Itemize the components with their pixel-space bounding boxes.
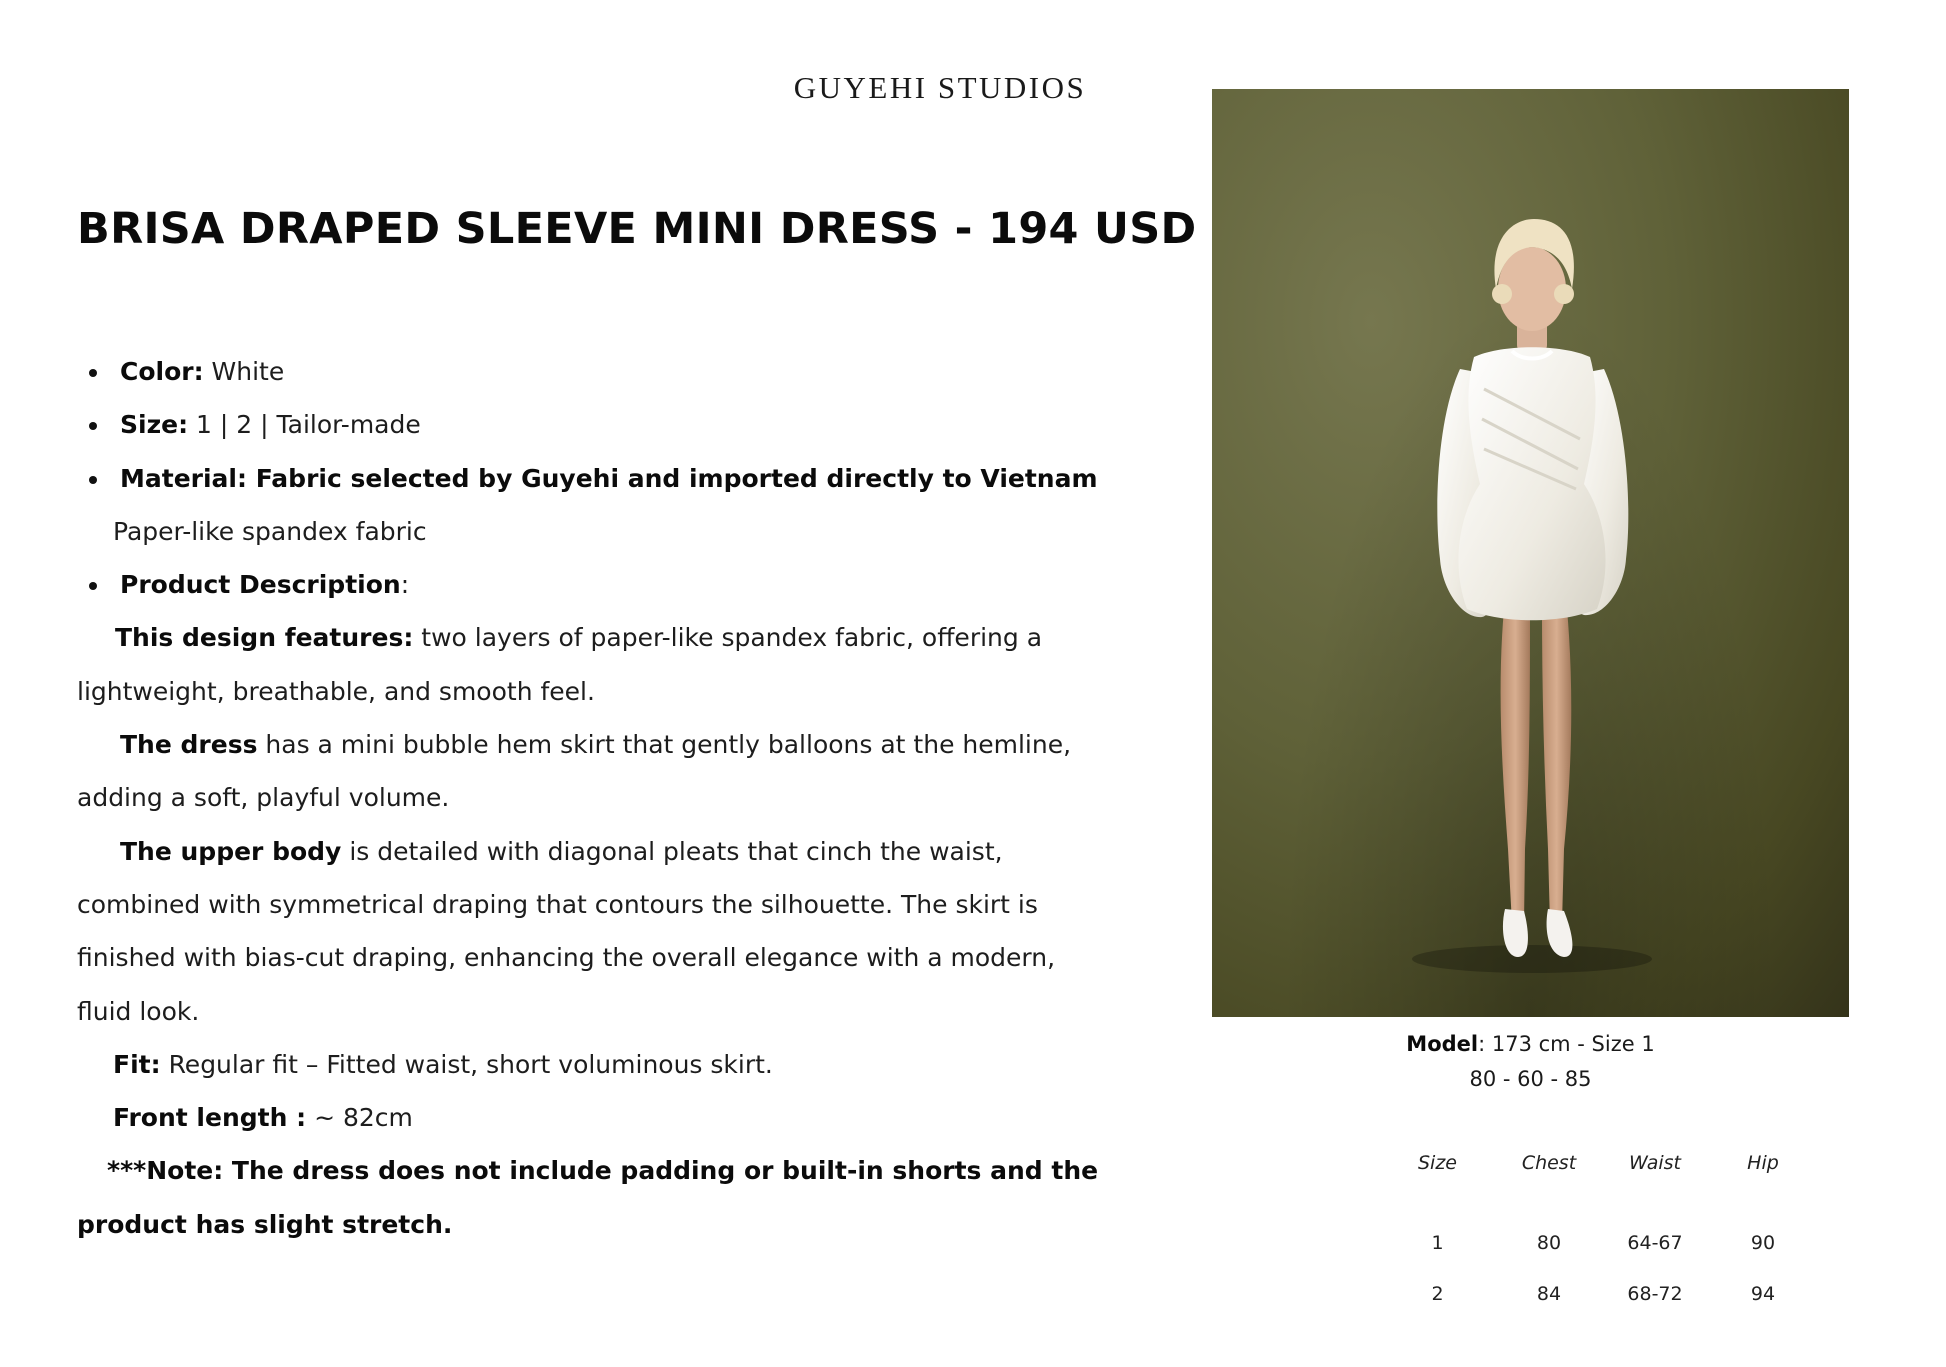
description-colon: : xyxy=(400,570,410,600)
detail-description xyxy=(77,558,1127,611)
detail-material xyxy=(77,452,1127,505)
size-cell: 1 xyxy=(1431,1232,1444,1254)
model-line xyxy=(1212,1027,1849,1062)
chest-cell: 80 xyxy=(1536,1232,1562,1254)
size-chart-row xyxy=(1380,1178,1819,1264)
color-value: White xyxy=(211,357,285,386)
note-line xyxy=(77,1198,1127,1251)
waist-cell: 68-72 xyxy=(1627,1282,1683,1305)
model-label: Model xyxy=(1406,1032,1479,1056)
hair-curl-left xyxy=(1492,284,1512,304)
size-cell: 2 xyxy=(1431,1282,1444,1305)
hip-header: Hip xyxy=(1747,1152,1779,1174)
material-value: Paper-like spandex fabric xyxy=(113,516,427,546)
dress-body xyxy=(1458,347,1605,620)
size-chart xyxy=(1380,1148,1819,1323)
length-value: ~ 82cm xyxy=(314,1103,413,1133)
color-label: Color: xyxy=(120,357,204,386)
product-title: BRISA DRAPED SLEEVE MINI DRESS - 194 USD xyxy=(77,204,1197,254)
dress-label: The dress xyxy=(120,730,258,760)
model-figure-illustration xyxy=(1212,89,1849,1017)
detail-fit xyxy=(77,1038,1127,1091)
description-label: Product Description xyxy=(120,570,401,600)
dress-paragraph-line: adding a soft, playful volume. xyxy=(77,783,450,813)
material-label: Material: Fabric selected by Guyehi and imported directly to Vietnam xyxy=(120,463,1098,493)
note-text: ***Note: The dress does not include padding or built-in shorts and the xyxy=(107,1156,1099,1186)
floor-shadow xyxy=(1412,945,1652,973)
brand-logo: GUYEHI STUDIOS xyxy=(793,70,1087,105)
size-header: Size xyxy=(1417,1152,1457,1174)
upper-paragraph-line: finished with bias-cut draping, enhancing the overall elegance with a modern, xyxy=(77,943,1056,973)
note-line xyxy=(77,1144,1127,1197)
size-label: Size: xyxy=(120,410,189,440)
size-chart-row xyxy=(1380,1264,1819,1323)
fit-label: Fit: xyxy=(113,1049,161,1079)
dress-paragraph-line xyxy=(77,718,1127,771)
dress-text: has a mini bubble hem skirt that gently balloons at the hemline, xyxy=(265,730,1072,760)
hip-cell: 90 xyxy=(1750,1232,1776,1254)
design-paragraph-line: lightweight, breathable, and smooth feel. xyxy=(77,676,595,706)
detail-size xyxy=(77,398,1127,451)
upper-label: The upper body xyxy=(120,836,342,866)
chest-cell: 84 xyxy=(1536,1282,1562,1305)
design-text: two layers of paper-like spandex fabric, offering a xyxy=(421,623,1043,653)
model-height-size: : 173 cm - Size 1 xyxy=(1478,1032,1655,1056)
note-text: product has slight stretch. xyxy=(77,1209,453,1239)
upper-paragraph-line xyxy=(77,825,1127,878)
design-label: This design features: xyxy=(115,623,414,653)
length-label: Front length : xyxy=(113,1103,307,1133)
upper-paragraph-line: fluid look. xyxy=(77,996,200,1026)
fit-value: Regular fit – Fitted waist, short voluminous skirt. xyxy=(168,1049,773,1079)
size-value: 1 | 2 | Tailor-made xyxy=(196,410,421,440)
size-chart-header xyxy=(1380,1148,1819,1178)
waist-cell: 64-67 xyxy=(1627,1232,1683,1254)
model-measurements: 80 - 60 - 85 xyxy=(1469,1067,1592,1091)
hair-curl-right xyxy=(1554,284,1574,304)
product-details xyxy=(77,345,1127,1251)
detail-color xyxy=(77,345,1127,398)
upper-paragraph-line: combined with symmetrical draping that contours the silhouette. The skirt is xyxy=(77,889,1038,919)
waist-header: Waist xyxy=(1628,1152,1682,1174)
right-leg xyxy=(1542,609,1571,924)
product-photo xyxy=(1212,89,1849,1017)
hip-cell: 94 xyxy=(1750,1282,1776,1305)
detail-front-length xyxy=(77,1091,1127,1144)
model-info xyxy=(1212,1027,1849,1097)
design-paragraph-line xyxy=(77,611,1127,664)
chest-header: Chest xyxy=(1521,1152,1577,1174)
upper-text: is detailed with diagonal pleats that cinch the waist, xyxy=(349,836,1003,866)
left-leg xyxy=(1501,609,1530,924)
